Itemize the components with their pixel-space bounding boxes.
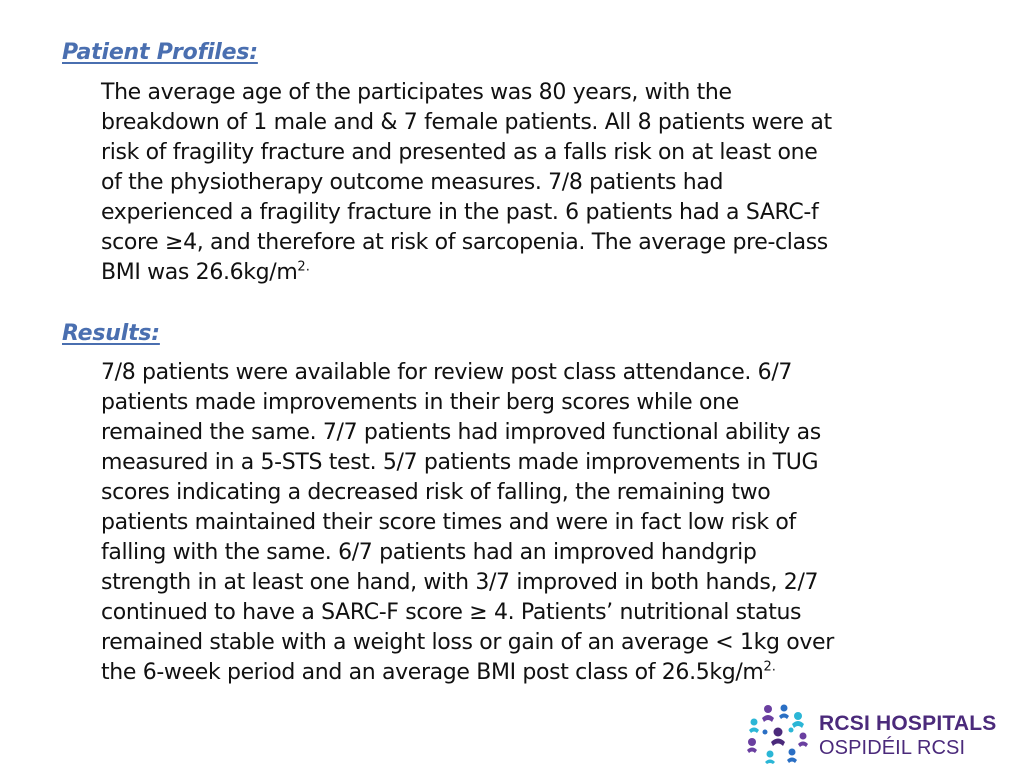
results-heading: Results:: [62, 321, 160, 346]
superscript-squared: 2.: [297, 259, 310, 275]
superscript-squared: 2.: [763, 659, 776, 675]
rcsi-hospitals-logo: [746, 702, 1008, 764]
rcsi-people-cluster-icon: [746, 702, 810, 764]
results-body: 7/8 patients were available for review post class attendance. 6/7 patients made improvements in their berg scores while one remained the same. 7/7 patients had improved functional ability as measured in a 5-STS test. 5/7 patients made improvements in TUG scores indicating a decreased risk of falling, the remaining two patients maintained their score times and were in fact low risk of falling with the same. 6/7 patients had an improved handgrip strength in at least one hand, with 3/7 improved in both hands, 2/7 continued to have a SARC-F score ≥ 4. Patients’ nutritional status remained stable with a weight loss or gain of an average < 1kg over the 6-week period and an average BMI post class of 26.5kg/m: [101, 360, 834, 685]
logo-text-ospideil-rcsi: OSPIDÉIL RCSI: [819, 737, 966, 759]
patient-profiles-heading: Patient Profiles:: [62, 40, 258, 65]
logo-text-rcsi-hospitals: RCSI HOSPITALS: [819, 712, 997, 735]
patient-profiles-body: The average age of the participates was 80 years, with the breakdown of 1 male and & 7 female patients. All 8 patients were at risk of fragility fracture and presented as a falls risk on at least one of the physiotherapy outcome measures. 7/8 patients had experienced a fragility fracture in the past. 6 patients had a SARC-f score ≥4, and therefore at risk of sarcopenia. The average pre-class BMI was 26.6kg/m: [101, 80, 832, 285]
results-text: [101, 358, 981, 688]
patient-profiles-text: [101, 78, 981, 288]
